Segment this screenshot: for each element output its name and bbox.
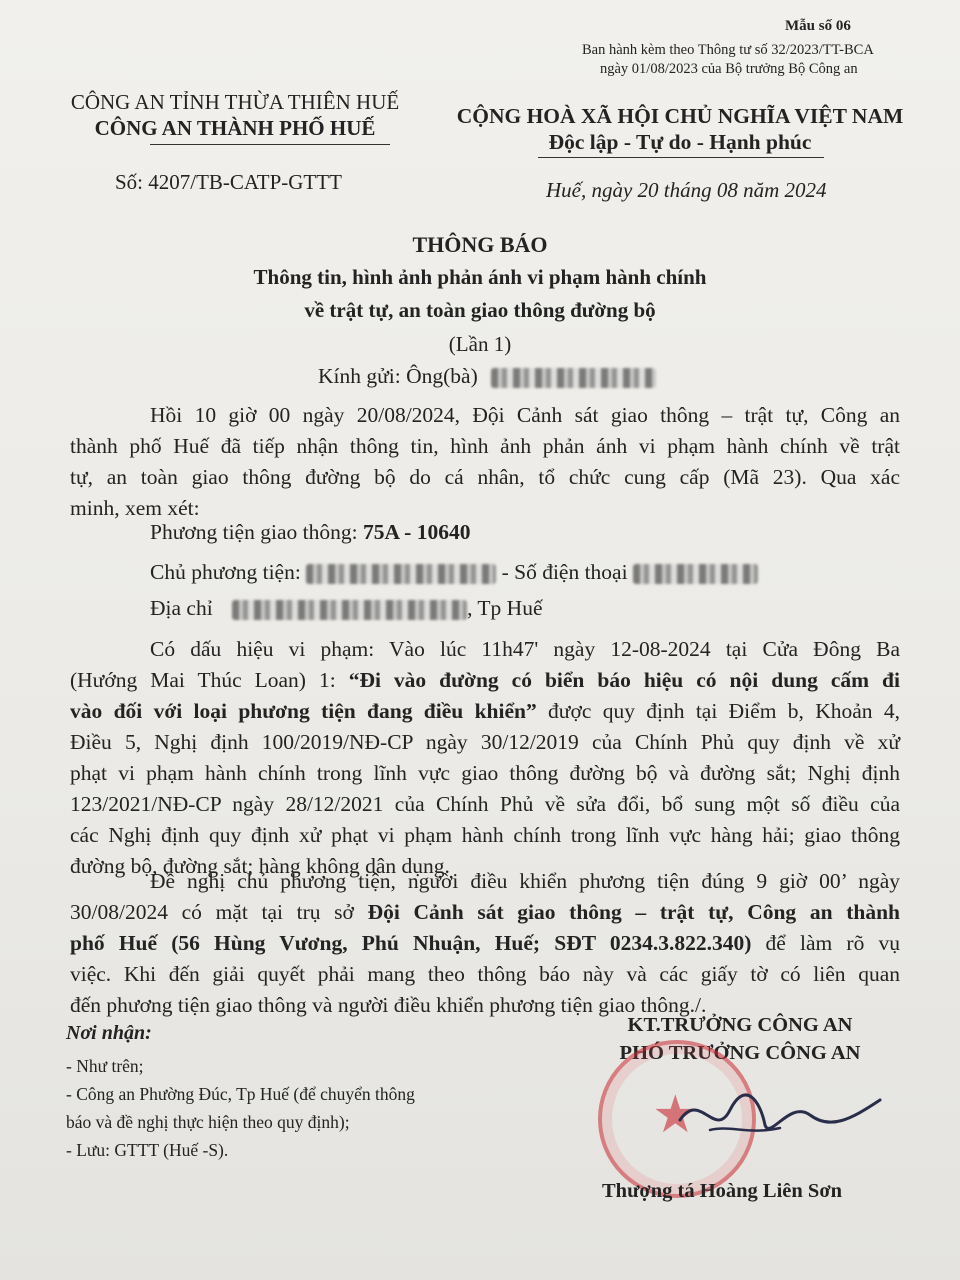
request-office: Đội Cảnh sát giao thông – trật tự, Công an thành — [367, 900, 900, 924]
recipient-item: báo và đề nghị thực hiện theo quy định); — [66, 1112, 350, 1132]
violation-regulation: được quy định tại Điểm b, Khoản 4, — [536, 699, 900, 723]
form-number: Mẫu số 06 — [785, 18, 851, 34]
nation-name: CỘNG HOÀ XÃ HỘI CHỦ NGHĨA VIỆT NAM — [456, 104, 904, 128]
form-issued-line2: ngày 01/08/2023 của Bộ trưởng Bộ Công an — [600, 61, 858, 77]
title-issue: (Lần 1) — [448, 332, 512, 356]
signer-name: Thượng tá Hoàng Liên Sơn — [602, 1180, 843, 1202]
vehicle-plate: 75A - 10640 — [362, 520, 471, 544]
agency-name: CÔNG AN THÀNH PHỐ HUẾ — [94, 116, 376, 140]
vehicle-label: Phương tiện giao thông: — [150, 520, 363, 544]
violation-line — [70, 696, 900, 727]
recipients-list — [66, 1052, 415, 1164]
violation-line — [70, 665, 900, 696]
handwritten-signature — [670, 1080, 890, 1150]
intro-line: thành phố Huế đã tiếp nhận thông tin, hình ảnh phản ánh vi phạm hành chính về trật — [70, 434, 900, 458]
violation-line: các Nghị định quy định xử phạt vi phạm hành chính trong lĩnh vực hàng hải; giao thông — [70, 823, 900, 847]
title-sub1: Thông tin, hình ảnh phản ánh vi phạm hành chính — [253, 265, 707, 289]
violation-line: Có dấu hiệu vi phạm: Vào lúc 11h47' ngày 12-08-2024 tại Cửa Đông Ba — [150, 637, 900, 661]
intro-line: Hồi 10 giờ 00 ngày 20/08/2024, Đội Cảnh sát giao thông – trật tự, Công an — [150, 403, 900, 427]
owner-line — [150, 560, 758, 585]
request-purpose: để làm rõ vụ — [751, 931, 900, 955]
violation-line: Điều 5, Nghị định 100/2019/NĐ-CP ngày 30/12/2019 của Chính Phủ quy định về xử — [70, 730, 900, 754]
intro-paragraph — [70, 400, 900, 524]
document-date: Huế, ngày 20 tháng 08 năm 2024 — [546, 178, 827, 202]
document-number: Số: 4207/TB-CATP-GTTT — [115, 170, 342, 194]
recipient-item: - Lưu: GTTT (Huế -S). — [66, 1140, 229, 1160]
violation-line: phạt vi phạm hành chính trong lĩnh vực giao thông đường bộ và đường sắt; Nghị định — [70, 761, 900, 785]
agency-underline — [150, 144, 390, 145]
intro-line: tự, an toàn giao thông đường bộ do cá nhân, tổ chức cung cấp (Mã 23). Qua xác — [70, 465, 900, 489]
violation-content: “Đi vào đường có biển báo hiệu có nội dung cấm đi — [348, 668, 900, 692]
request-line — [70, 928, 900, 959]
request-paragraph — [70, 866, 900, 1021]
request-line: Đề nghị chủ phương tiện, người điều khiển phương tiện đúng 9 giờ 00’ ngày — [150, 869, 900, 893]
recipients-title: Nơi nhận: — [66, 1022, 152, 1044]
violation-line: đường bộ, đường sắt; hàng không dân dụng. — [70, 854, 450, 878]
agency-parent: CÔNG AN TỈNH THỪA THIÊN HUẾ — [70, 90, 400, 114]
request-line — [70, 897, 900, 928]
recipient-line — [318, 364, 656, 389]
violation-content: vào đối với loại phương tiện đang điều khiển” — [70, 699, 537, 723]
phone-label: - Số điện thoại — [501, 560, 628, 584]
address-redacted — [232, 600, 467, 620]
title-sub2: về trật tự, an toàn giao thông đường bộ — [304, 298, 656, 322]
request-line: việc. Khi đến giải quyết phải mang theo thông báo này và các giấy tờ có liên quan — [70, 962, 900, 986]
recipient-item: - Như trên; — [66, 1056, 144, 1076]
form-issued-line1: Ban hành kèm theo Thông tư số 32/2023/TT-BCA — [582, 42, 874, 58]
phone-redacted — [633, 564, 758, 584]
vehicle-line — [150, 520, 470, 545]
request-address: phố Huế (56 Hùng Vương, Phú Nhuận, Huế; SĐT 0234.3.822.340) — [70, 931, 752, 955]
signature-title1: KT.TRƯỞNG CÔNG AN — [627, 1014, 853, 1036]
address-line — [150, 596, 543, 621]
address-city: , Tp Huế — [467, 596, 543, 620]
violation-paragraph — [70, 634, 900, 882]
violation-location: (Hướng Mai Thúc Loan) 1: — [70, 668, 349, 692]
intro-line: minh, xem xét: — [70, 496, 200, 520]
recipient-item: - Công an Phường Đúc, Tp Huế (để chuyển thông — [66, 1084, 415, 1104]
address-label: Địa chỉ — [150, 596, 213, 620]
motto-underline — [538, 157, 824, 158]
violation-line: 123/2021/NĐ-CP ngày 28/12/2021 của Chính Phủ về sửa đổi, bổ sung một số điều của — [70, 792, 900, 816]
request-line: đến phương tiện giao thông và người điều khiển phương tiện giao thông./. — [70, 993, 707, 1017]
recipient-label: Kính gửi: Ông(bà) — [318, 364, 478, 388]
nation-motto: Độc lập - Tự do - Hạnh phúc — [548, 130, 812, 154]
recipient-name-redacted — [491, 368, 656, 388]
seal-star-icon: ★ — [652, 1087, 699, 1144]
owner-label: Chủ phương tiện: — [150, 560, 307, 584]
signature-title2: PHÓ TRƯỞNG CÔNG AN — [619, 1042, 861, 1064]
request-date: 30/08/2024 có mặt tại trụ sở — [70, 900, 368, 924]
owner-name-redacted — [306, 564, 496, 584]
title-main: THÔNG BÁO — [412, 232, 548, 257]
